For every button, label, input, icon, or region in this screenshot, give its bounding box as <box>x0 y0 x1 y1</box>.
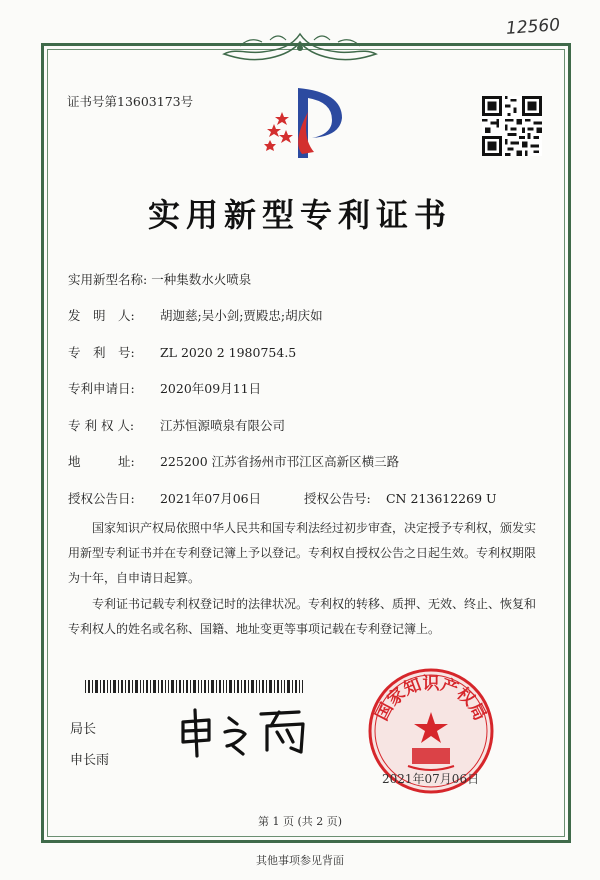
field-label: 专利申请日: <box>68 381 135 396</box>
field-utility-model-name <box>68 270 251 288</box>
field-value: 2020年09月11日 <box>159 381 262 396</box>
handwritten-number: 12560 <box>505 15 561 39</box>
field-label: 实用新型名称: <box>68 272 148 287</box>
seal-date: 2021年07月06日 <box>382 772 480 786</box>
field-label: 专 利 权 人: <box>68 418 135 433</box>
field-value: 江苏恒源喷泉有限公司 <box>159 418 285 433</box>
field-grant-date <box>68 489 261 507</box>
field-label: 授权公告号: <box>304 491 371 506</box>
cnipa-logo <box>252 82 352 167</box>
field-value: 一种集数水火喷泉 <box>151 272 252 287</box>
director-name: 申长雨 <box>70 753 110 768</box>
legal-status-paragraph: 专利证书记载专利权登记时的法律状况。专利权的转移、质押、无效、终止、恢复和专利权人的姓名或名称、国籍、地址变更等事项记载在专利登记簿上。 <box>68 597 537 636</box>
field-inventors <box>68 306 323 324</box>
seal-text: 国家知识产权局 <box>372 674 490 725</box>
field-patentee <box>68 416 285 434</box>
field-value: CN 213612269 U <box>385 491 497 506</box>
field-address <box>68 452 399 470</box>
field-patent-number <box>68 343 296 361</box>
certificate-number: 证书号第13603173号 <box>67 94 194 109</box>
footer-note: 其他事项参见背面 <box>256 854 344 867</box>
field-value: 胡迦慈;吴小剑;贾殿忠;胡庆如 <box>159 308 323 323</box>
field-label: 发 明 人: <box>68 308 135 323</box>
field-value: ZL 2020 2 1980754.5 <box>159 345 297 360</box>
barcode <box>85 680 303 693</box>
qr-code <box>482 96 542 156</box>
director-signature <box>175 700 325 760</box>
certificate-title: 实用新型专利证书 <box>147 196 452 234</box>
field-label: 授权公告日: <box>68 491 135 506</box>
field-label: 专 利 号: <box>68 345 135 360</box>
field-label: 地 址: <box>68 454 135 469</box>
director-title: 局长 <box>70 722 97 737</box>
page-indicator: 第 1 页 (共 2 页) <box>257 815 343 828</box>
floral-ornament <box>200 28 400 68</box>
field-application-date <box>68 379 261 397</box>
field-grant-number <box>304 489 497 507</box>
grant-statement-paragraph: 国家知识产权局依照中华人民共和国专利法经过初步审查，决定授予专利权，颁发实用新型专利证书并在专利登记簿上予以登记。专利权自授权公告之日起生效。专利权期限为十年，自申请日起算。 <box>68 521 537 585</box>
field-value: 225200 江苏省扬州市邗江区高新区横三路 <box>159 454 400 469</box>
field-value: 2021年07月06日 <box>159 491 262 506</box>
